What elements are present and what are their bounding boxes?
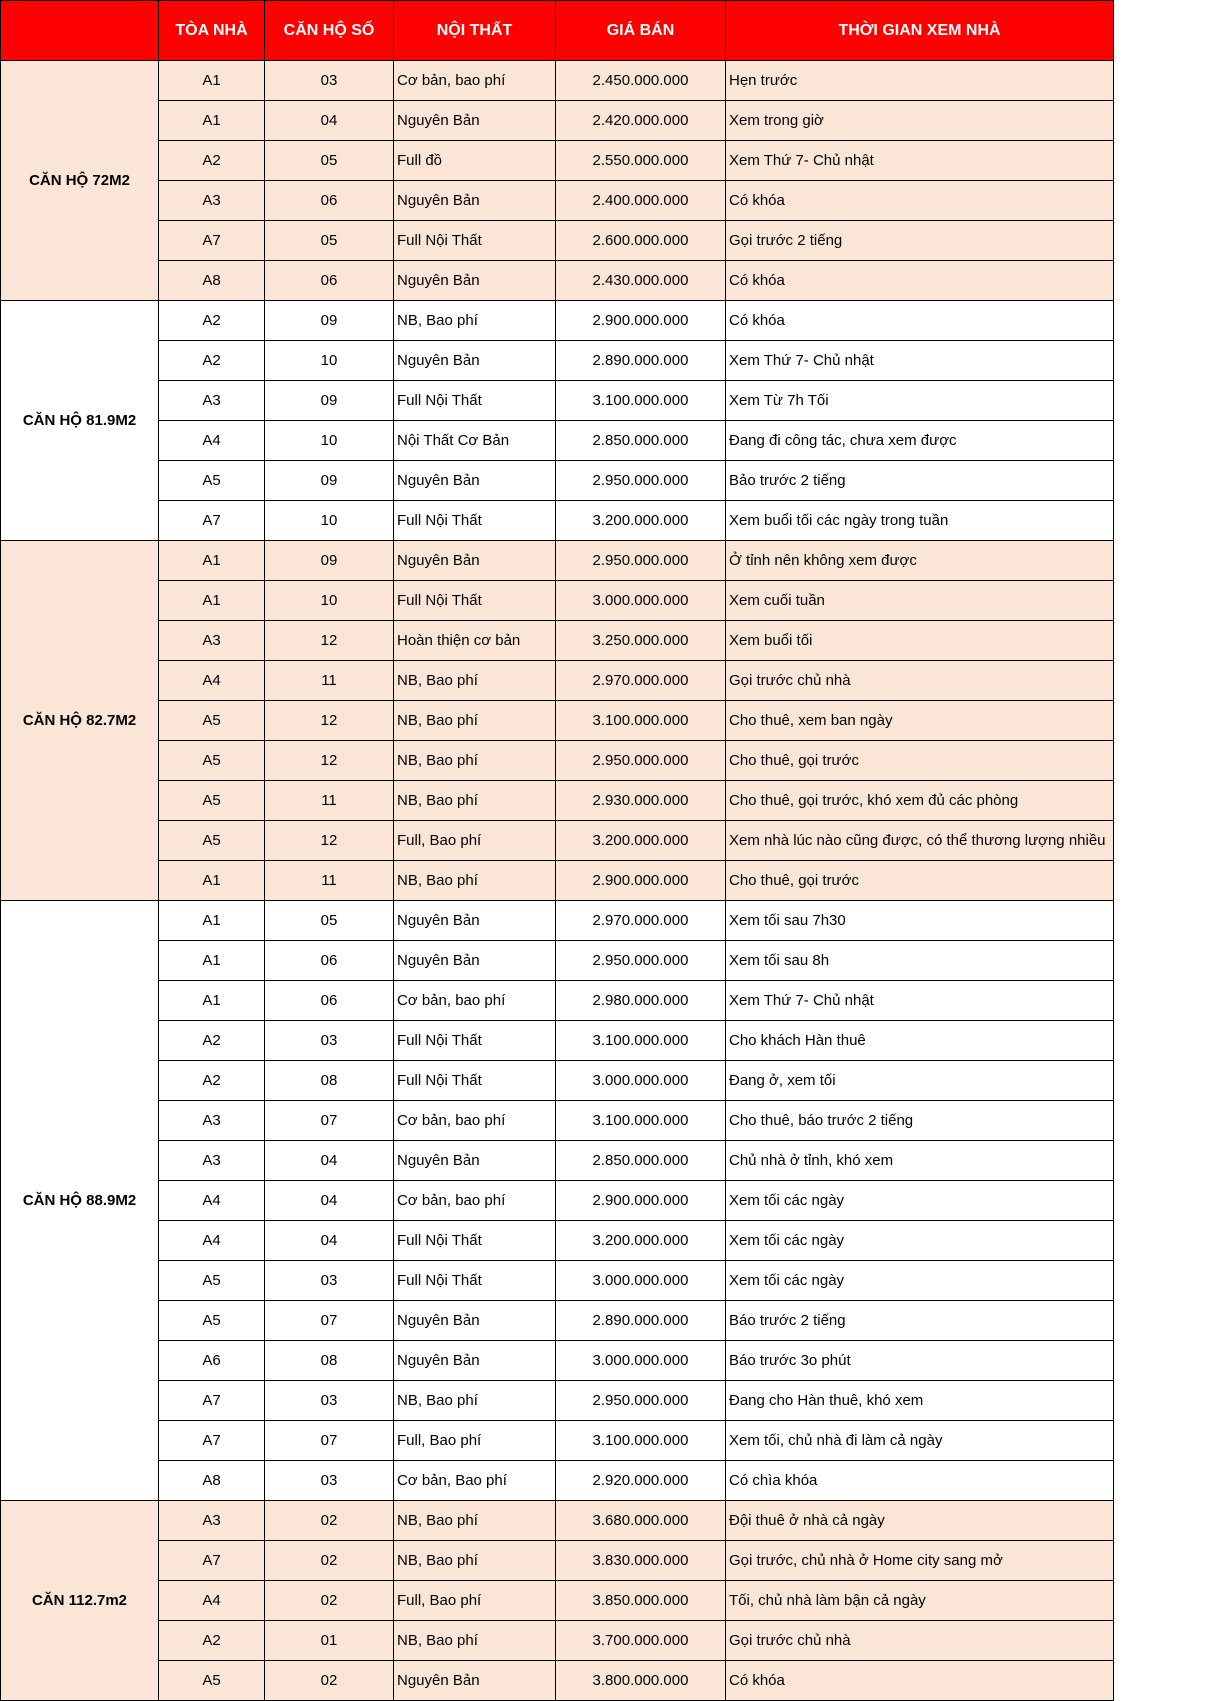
cell-viewing-time: Có khóa xyxy=(726,261,1114,301)
cell-building: A5 xyxy=(159,1301,265,1341)
cell-furniture: NB, Bao phí xyxy=(394,781,556,821)
cell-furniture: Full, Bao phí xyxy=(394,1581,556,1621)
cell-building: A4 xyxy=(159,661,265,701)
cell-apartment-number: 07 xyxy=(265,1301,394,1341)
cell-price: 3.830.000.000 xyxy=(556,1541,726,1581)
table-row xyxy=(1,1101,1114,1141)
cell-building: A1 xyxy=(159,981,265,1021)
cell-apartment-number: 07 xyxy=(265,1101,394,1141)
cell-viewing-time: Cho thuê, gọi trước xyxy=(726,861,1114,901)
table-row xyxy=(1,781,1114,821)
cell-apartment-number: 04 xyxy=(265,101,394,141)
cell-furniture: Full Nội Thất xyxy=(394,501,556,541)
cell-apartment-number: 03 xyxy=(265,61,394,101)
cell-viewing-time: Cho thuê, báo trước 2 tiếng xyxy=(726,1101,1114,1141)
cell-building: A5 xyxy=(159,781,265,821)
cell-viewing-time: Báo trước 2 tiếng xyxy=(726,1301,1114,1341)
cell-apartment-number: 10 xyxy=(265,501,394,541)
cell-price: 2.400.000.000 xyxy=(556,181,726,221)
cell-viewing-time: Cho thuê, gọi trước xyxy=(726,741,1114,781)
cell-price: 3.850.000.000 xyxy=(556,1581,726,1621)
cell-building: A5 xyxy=(159,741,265,781)
cell-apartment-number: 06 xyxy=(265,181,394,221)
cell-furniture: Nguyên Bản xyxy=(394,1141,556,1181)
cell-furniture: Nguyên Bản xyxy=(394,541,556,581)
cell-apartment-number: 01 xyxy=(265,1621,394,1661)
cell-building: A4 xyxy=(159,1181,265,1221)
cell-furniture: Cơ bản, bao phí xyxy=(394,1181,556,1221)
cell-viewing-time: Gọi trước 2 tiếng xyxy=(726,221,1114,261)
cell-building: A3 xyxy=(159,621,265,661)
cell-apartment-number: 06 xyxy=(265,941,394,981)
cell-apartment-number: 04 xyxy=(265,1141,394,1181)
cell-viewing-time: Gọi trước chủ nhà xyxy=(726,661,1114,701)
table-row xyxy=(1,421,1114,461)
cell-building: A2 xyxy=(159,141,265,181)
cell-building: A1 xyxy=(159,901,265,941)
cell-building: A1 xyxy=(159,541,265,581)
cell-viewing-time: Bảo trước 2 tiếng xyxy=(726,461,1114,501)
cell-furniture: Full Nội Thất xyxy=(394,1061,556,1101)
cell-furniture: Full đồ xyxy=(394,141,556,181)
cell-furniture: Nguyên Bản xyxy=(394,941,556,981)
table-row xyxy=(1,1061,1114,1101)
cell-price: 2.600.000.000 xyxy=(556,221,726,261)
cell-furniture: Full Nội Thất xyxy=(394,1021,556,1061)
group-label: CĂN HỘ 88.9M2 xyxy=(1,901,159,1501)
cell-viewing-time: Cho thuê, xem ban ngày xyxy=(726,701,1114,741)
cell-building: A2 xyxy=(159,301,265,341)
table-row xyxy=(1,621,1114,661)
cell-viewing-time: Gọi trước chủ nhà xyxy=(726,1621,1114,1661)
cell-viewing-time: Chủ nhà ở tỉnh, khó xem xyxy=(726,1141,1114,1181)
cell-building: A4 xyxy=(159,421,265,461)
table-row xyxy=(1,341,1114,381)
cell-apartment-number: 12 xyxy=(265,741,394,781)
cell-building: A1 xyxy=(159,941,265,981)
cell-apartment-number: 11 xyxy=(265,661,394,701)
cell-apartment-number: 02 xyxy=(265,1541,394,1581)
cell-furniture: Full Nội Thất xyxy=(394,1221,556,1261)
cell-furniture: Nội Thất Cơ Bản xyxy=(394,421,556,461)
cell-viewing-time: Xem buổi tối các ngày trong tuần xyxy=(726,501,1114,541)
cell-building: A3 xyxy=(159,1141,265,1181)
cell-apartment-number: 09 xyxy=(265,301,394,341)
table-row xyxy=(1,381,1114,421)
cell-apartment-number: 12 xyxy=(265,701,394,741)
cell-furniture: Full, Bao phí xyxy=(394,1421,556,1461)
table-row xyxy=(1,61,1114,101)
cell-building: A4 xyxy=(159,1581,265,1621)
cell-price: 2.980.000.000 xyxy=(556,981,726,1021)
table-row xyxy=(1,1141,1114,1181)
cell-building: A1 xyxy=(159,101,265,141)
cell-building: A2 xyxy=(159,1061,265,1101)
cell-apartment-number: 10 xyxy=(265,341,394,381)
cell-price: 2.850.000.000 xyxy=(556,421,726,461)
cell-price: 3.200.000.000 xyxy=(556,821,726,861)
cell-price: 2.850.000.000 xyxy=(556,1141,726,1181)
cell-viewing-time: Xem tối sau 8h xyxy=(726,941,1114,981)
header-furniture: NỘI THẤT xyxy=(394,1,556,61)
cell-viewing-time: Xem Thứ 7- Chủ nhật xyxy=(726,141,1114,181)
cell-apartment-number: 08 xyxy=(265,1341,394,1381)
cell-viewing-time: Xem tối các ngày xyxy=(726,1261,1114,1301)
cell-furniture: Nguyên Bản xyxy=(394,261,556,301)
cell-viewing-time: Báo trước 3o phút xyxy=(726,1341,1114,1381)
table-row xyxy=(1,181,1114,221)
cell-viewing-time: Đang đi công tác, chưa xem được xyxy=(726,421,1114,461)
cell-viewing-time: Xem tối, chủ nhà đi làm cả ngày xyxy=(726,1421,1114,1461)
table-row xyxy=(1,1021,1114,1061)
table-row xyxy=(1,981,1114,1021)
cell-price: 3.100.000.000 xyxy=(556,1101,726,1141)
cell-furniture: Nguyên Bản xyxy=(394,101,556,141)
cell-price: 2.900.000.000 xyxy=(556,301,726,341)
cell-apartment-number: 05 xyxy=(265,221,394,261)
cell-viewing-time: Có khóa xyxy=(726,181,1114,221)
cell-viewing-time: Xem nhà lúc nào cũng được, có thể thương lượng nhiều xyxy=(726,821,1114,861)
table-row xyxy=(1,461,1114,501)
cell-viewing-time: Có khóa xyxy=(726,1661,1114,1701)
cell-furniture: Nguyên Bản xyxy=(394,181,556,221)
cell-furniture: Full Nội Thất xyxy=(394,1261,556,1301)
cell-price: 2.900.000.000 xyxy=(556,1181,726,1221)
header-viewing-time: THỜI GIAN XEM NHÀ xyxy=(726,1,1114,61)
cell-furniture: NB, Bao phí xyxy=(394,1541,556,1581)
cell-apartment-number: 11 xyxy=(265,861,394,901)
cell-apartment-number: 11 xyxy=(265,781,394,821)
cell-building: A2 xyxy=(159,1021,265,1061)
cell-furniture: Nguyên Bản xyxy=(394,1341,556,1381)
cell-viewing-time: Cho thuê, gọi trước, khó xem đủ các phòng xyxy=(726,781,1114,821)
cell-apartment-number: 09 xyxy=(265,461,394,501)
cell-apartment-number: 05 xyxy=(265,141,394,181)
cell-price: 3.200.000.000 xyxy=(556,501,726,541)
cell-price: 3.100.000.000 xyxy=(556,1021,726,1061)
cell-apartment-number: 03 xyxy=(265,1261,394,1301)
table-row xyxy=(1,301,1114,341)
cell-building: A2 xyxy=(159,341,265,381)
cell-viewing-time: Xem trong giờ xyxy=(726,101,1114,141)
cell-furniture: Cơ bản, bao phí xyxy=(394,1101,556,1141)
cell-furniture: NB, Bao phí xyxy=(394,301,556,341)
cell-price: 2.420.000.000 xyxy=(556,101,726,141)
cell-price: 3.000.000.000 xyxy=(556,1341,726,1381)
cell-viewing-time: Đang ở, xem tối xyxy=(726,1061,1114,1101)
cell-apartment-number: 10 xyxy=(265,421,394,461)
group-label: CĂN HỘ 81.9M2 xyxy=(1,301,159,541)
cell-price: 3.100.000.000 xyxy=(556,381,726,421)
cell-price: 3.100.000.000 xyxy=(556,1421,726,1461)
cell-furniture: Full Nội Thất xyxy=(394,381,556,421)
cell-apartment-number: 12 xyxy=(265,621,394,661)
cell-viewing-time: Xem Từ 7h Tối xyxy=(726,381,1114,421)
cell-building: A5 xyxy=(159,1261,265,1301)
cell-building: A1 xyxy=(159,581,265,621)
cell-building: A5 xyxy=(159,701,265,741)
header-group-cell xyxy=(1,1,159,61)
table-row xyxy=(1,661,1114,701)
cell-viewing-time: Có khóa xyxy=(726,301,1114,341)
table-row xyxy=(1,581,1114,621)
table-row xyxy=(1,1261,1114,1301)
cell-apartment-number: 04 xyxy=(265,1181,394,1221)
table-row xyxy=(1,901,1114,941)
table-row xyxy=(1,1381,1114,1421)
cell-building: A3 xyxy=(159,1501,265,1541)
cell-apartment-number: 02 xyxy=(265,1661,394,1701)
cell-price: 3.000.000.000 xyxy=(556,1261,726,1301)
cell-apartment-number: 06 xyxy=(265,261,394,301)
table-row xyxy=(1,1421,1114,1461)
table-row xyxy=(1,1501,1114,1541)
cell-price: 2.950.000.000 xyxy=(556,1381,726,1421)
cell-price: 2.430.000.000 xyxy=(556,261,726,301)
header-price: GIÁ BÁN xyxy=(556,1,726,61)
cell-viewing-time: Xem tối các ngày xyxy=(726,1221,1114,1261)
table-row xyxy=(1,1581,1114,1621)
cell-furniture: Cơ bản, bao phí xyxy=(394,981,556,1021)
cell-furniture: Full Nội Thất xyxy=(394,221,556,261)
cell-furniture: Nguyên Bản xyxy=(394,1301,556,1341)
cell-furniture: Nguyên Bản xyxy=(394,901,556,941)
cell-apartment-number: 05 xyxy=(265,901,394,941)
table-row xyxy=(1,1181,1114,1221)
table-row xyxy=(1,1301,1114,1341)
header-apartment-number: CĂN HỘ SỐ xyxy=(265,1,394,61)
cell-building: A8 xyxy=(159,1461,265,1501)
table-row xyxy=(1,1461,1114,1501)
cell-apartment-number: 09 xyxy=(265,381,394,421)
cell-building: A7 xyxy=(159,221,265,261)
cell-price: 3.100.000.000 xyxy=(556,701,726,741)
cell-price: 2.890.000.000 xyxy=(556,1301,726,1341)
cell-apartment-number: 07 xyxy=(265,1421,394,1461)
cell-price: 2.970.000.000 xyxy=(556,661,726,701)
cell-furniture: Full, Bao phí xyxy=(394,821,556,861)
cell-apartment-number: 12 xyxy=(265,821,394,861)
cell-price: 2.450.000.000 xyxy=(556,61,726,101)
cell-apartment-number: 09 xyxy=(265,541,394,581)
cell-furniture: NB, Bao phí xyxy=(394,741,556,781)
cell-furniture: Hoàn thiện cơ bản xyxy=(394,621,556,661)
cell-furniture: Nguyên Bản xyxy=(394,461,556,501)
cell-apartment-number: 03 xyxy=(265,1381,394,1421)
group-label: CĂN HỘ 72M2 xyxy=(1,61,159,301)
cell-apartment-number: 03 xyxy=(265,1461,394,1501)
cell-viewing-time: Đội thuê ở nhà cả ngày xyxy=(726,1501,1114,1541)
cell-furniture: Nguyên Bản xyxy=(394,341,556,381)
cell-price: 2.890.000.000 xyxy=(556,341,726,381)
cell-apartment-number: 10 xyxy=(265,581,394,621)
cell-furniture: Nguyên Bản xyxy=(394,1661,556,1701)
cell-furniture: NB, Bao phí xyxy=(394,701,556,741)
cell-viewing-time: Tối, chủ nhà làm bận cả ngày xyxy=(726,1581,1114,1621)
cell-building: A1 xyxy=(159,861,265,901)
cell-building: A5 xyxy=(159,821,265,861)
cell-price: 2.950.000.000 xyxy=(556,941,726,981)
cell-building: A6 xyxy=(159,1341,265,1381)
cell-building: A7 xyxy=(159,1541,265,1581)
cell-furniture: NB, Bao phí xyxy=(394,661,556,701)
cell-furniture: NB, Bao phí xyxy=(394,861,556,901)
cell-price: 2.930.000.000 xyxy=(556,781,726,821)
cell-building: A7 xyxy=(159,1421,265,1461)
cell-building: A5 xyxy=(159,461,265,501)
cell-price: 2.920.000.000 xyxy=(556,1461,726,1501)
table-row xyxy=(1,741,1114,781)
cell-viewing-time: Đang cho Hàn thuê, khó xem xyxy=(726,1381,1114,1421)
table-row xyxy=(1,701,1114,741)
cell-viewing-time: Có chìa khóa xyxy=(726,1461,1114,1501)
cell-price: 3.250.000.000 xyxy=(556,621,726,661)
cell-price: 3.000.000.000 xyxy=(556,581,726,621)
cell-viewing-time: Xem buổi tối xyxy=(726,621,1114,661)
table-row xyxy=(1,1541,1114,1581)
table-row xyxy=(1,141,1114,181)
cell-price: 2.900.000.000 xyxy=(556,861,726,901)
cell-price: 3.800.000.000 xyxy=(556,1661,726,1701)
cell-building: A7 xyxy=(159,1381,265,1421)
table-row xyxy=(1,541,1114,581)
cell-building: A8 xyxy=(159,261,265,301)
cell-apartment-number: 02 xyxy=(265,1501,394,1541)
cell-building: A7 xyxy=(159,501,265,541)
table-row xyxy=(1,221,1114,261)
cell-furniture: NB, Bao phí xyxy=(394,1501,556,1541)
cell-furniture: Full Nội Thất xyxy=(394,581,556,621)
cell-viewing-time: Gọi trước, chủ nhà ở Home city sang mở xyxy=(726,1541,1114,1581)
table-row xyxy=(1,261,1114,301)
cell-building: A4 xyxy=(159,1221,265,1261)
table-row xyxy=(1,861,1114,901)
table-row xyxy=(1,941,1114,981)
cell-price: 3.200.000.000 xyxy=(556,1221,726,1261)
cell-price: 2.950.000.000 xyxy=(556,541,726,581)
table-body xyxy=(1,61,1114,1701)
cell-building: A3 xyxy=(159,381,265,421)
cell-building: A3 xyxy=(159,1101,265,1141)
cell-price: 3.680.000.000 xyxy=(556,1501,726,1541)
cell-apartment-number: 06 xyxy=(265,981,394,1021)
cell-viewing-time: Xem tối sau 7h30 xyxy=(726,901,1114,941)
cell-furniture: NB, Bao phí xyxy=(394,1621,556,1661)
cell-viewing-time: Hẹn trước xyxy=(726,61,1114,101)
cell-price: 2.950.000.000 xyxy=(556,461,726,501)
cell-viewing-time: Cho khách Hàn thuê xyxy=(726,1021,1114,1061)
table-row xyxy=(1,501,1114,541)
cell-building: A3 xyxy=(159,181,265,221)
cell-viewing-time: Xem Thứ 7- Chủ nhật xyxy=(726,341,1114,381)
group-label: CĂN HỘ 82.7M2 xyxy=(1,541,159,901)
cell-viewing-time: Ở tỉnh nên không xem được xyxy=(726,541,1114,581)
cell-viewing-time: Xem cuối tuần xyxy=(726,581,1114,621)
cell-apartment-number: 02 xyxy=(265,1581,394,1621)
cell-price: 3.700.000.000 xyxy=(556,1621,726,1661)
table-row xyxy=(1,1621,1114,1661)
cell-apartment-number: 08 xyxy=(265,1061,394,1101)
cell-price: 2.970.000.000 xyxy=(556,901,726,941)
group-label: CĂN 112.7m2 xyxy=(1,1501,159,1701)
cell-price: 3.000.000.000 xyxy=(556,1061,726,1101)
cell-apartment-number: 03 xyxy=(265,1021,394,1061)
header-row xyxy=(1,1,1114,61)
cell-building: A2 xyxy=(159,1621,265,1661)
table-row xyxy=(1,1221,1114,1261)
cell-building: A1 xyxy=(159,61,265,101)
table-row xyxy=(1,1661,1114,1701)
cell-price: 2.950.000.000 xyxy=(556,741,726,781)
cell-viewing-time: Xem tối các ngày xyxy=(726,1181,1114,1221)
table-row xyxy=(1,821,1114,861)
cell-viewing-time: Xem Thứ 7- Chủ nhật xyxy=(726,981,1114,1021)
cell-furniture: Cơ bản, bao phí xyxy=(394,61,556,101)
table-row xyxy=(1,101,1114,141)
cell-building: A5 xyxy=(159,1661,265,1701)
cell-apartment-number: 04 xyxy=(265,1221,394,1261)
table-row xyxy=(1,1341,1114,1381)
header-building: TÒA NHÀ xyxy=(159,1,265,61)
cell-price: 2.550.000.000 xyxy=(556,141,726,181)
cell-furniture: NB, Bao phí xyxy=(394,1381,556,1421)
cell-furniture: Cơ bản, Bao phí xyxy=(394,1461,556,1501)
